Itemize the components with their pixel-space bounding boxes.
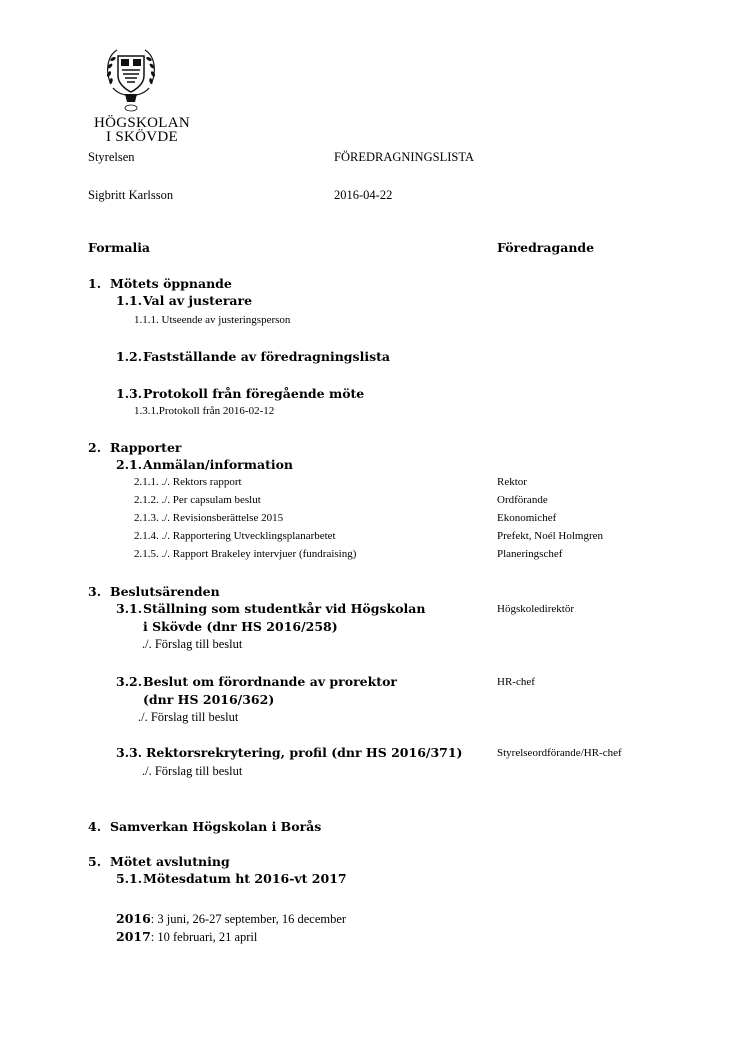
report-presenter: Prefekt, Noél Holmgren	[497, 530, 603, 542]
section-3-3-number: 3.3.	[116, 745, 143, 760]
section-2-1-title: Anmälan/information	[143, 457, 294, 472]
section-3-2-title-line2: (dnr HS 2016/362)	[143, 692, 275, 707]
section-3-3-title: Rektorsrekrytering, profil (dnr HS 2016/371)	[146, 745, 463, 760]
section-1-2-title: Fastställande av föredragningslista	[143, 349, 390, 364]
section-5-1-title: Mötesdatum ht 2016-vt 2017	[143, 871, 347, 886]
section-3-3-proposal: ./. Förslag till beslut	[142, 764, 243, 778]
meeting-year: 2016	[116, 911, 151, 926]
section-5-title: Mötet avslutning	[110, 854, 230, 869]
section-3-2-presenter: HR-chef	[497, 676, 535, 688]
section-1-3-number: 1.3.	[116, 386, 143, 401]
section-4-title: Samverkan Högskolan i Borås	[110, 819, 322, 834]
report-item: 2.1.4. ./. Rapportering Utvecklingsplanarbetet	[134, 530, 336, 542]
section-2-number: 2.	[88, 440, 102, 455]
column-heading-presenter: Föredragande	[497, 240, 595, 255]
section-3-1-proposal: ./. Förslag till beslut	[142, 637, 243, 651]
section-3-2-number: 3.2.	[116, 674, 143, 689]
item-1-1-1: 1.1.1. Utseende av justeringsperson	[134, 314, 291, 326]
report-item: 2.1.5. ./. Rapport Brakeley intervjuer (fundraising)	[134, 548, 357, 560]
section-3-2-title-line1: Beslut om förordnande av prorektor	[143, 674, 397, 689]
meeting-date-list: : 3 juni, 26-27 september, 16 december	[150, 912, 347, 926]
section-1-number: 1.	[88, 276, 102, 291]
report-presenter: Planeringschef	[497, 548, 563, 560]
report-item: 2.1.1. ./. Rektors rapport	[134, 476, 242, 488]
document-date: 2016-04-22	[334, 188, 393, 202]
section-1-title: Mötets öppnande	[110, 276, 232, 291]
department-label: Styrelsen	[88, 150, 135, 164]
meeting-year: 2017	[116, 929, 151, 944]
university-crest-logo	[103, 44, 159, 116]
section-5-number: 5.	[88, 854, 102, 869]
report-presenter: Rektor	[497, 476, 527, 488]
university-name	[88, 116, 196, 144]
column-heading-formalia: Formalia	[88, 240, 151, 255]
section-3-2-proposal: ./. Förslag till beslut	[138, 710, 239, 724]
section-1-1-title: Val av justerare	[143, 293, 253, 308]
section-3-1-title-line1: Ställning som studentkår vid Högskolan	[143, 601, 426, 616]
document-title: FÖREDRAGNINGSLISTA	[334, 150, 474, 164]
author-name: Sigbritt Karlsson	[88, 188, 174, 202]
section-3-number: 3.	[88, 584, 102, 599]
item-1-3-1: 1.3.1.Protokoll från 2016-02-12	[134, 405, 275, 417]
report-presenter: Ordförande	[497, 494, 548, 506]
section-3-1-number: 3.1.	[116, 601, 143, 616]
report-presenter: Ekonomichef	[497, 512, 557, 524]
section-4-number: 4.	[88, 819, 102, 834]
section-2-1-number: 2.1.	[116, 457, 143, 472]
report-item: 2.1.3. ./. Revisionsberättelse 2015	[134, 512, 284, 524]
section-1-2-number: 1.2.	[116, 349, 143, 364]
section-5-1-number: 5.1.	[116, 871, 143, 886]
section-2-title: Rapporter	[110, 440, 182, 455]
university-name-line1: HÖGSKOLAN	[93, 115, 191, 131]
section-3-3-presenter: Styrelseordförande/HR-chef	[497, 747, 622, 759]
section-3-1-presenter: Högskoledirektör	[497, 603, 574, 615]
report-item: 2.1.2. ./. Per capsulam beslut	[134, 494, 261, 506]
section-1-1-number: 1.1.	[116, 293, 143, 308]
meeting-dates-2016	[116, 908, 346, 927]
university-name-line2: I SKÖVDE	[106, 129, 178, 145]
meeting-date-list: : 10 februari, 21 april	[150, 930, 258, 944]
section-3-title: Beslutsärenden	[110, 584, 220, 599]
meeting-dates-2017	[116, 926, 257, 945]
section-1-3-title: Protokoll från föregående möte	[143, 386, 365, 401]
section-3-1-title-line2: i Skövde (dnr HS 2016/258)	[143, 619, 338, 634]
